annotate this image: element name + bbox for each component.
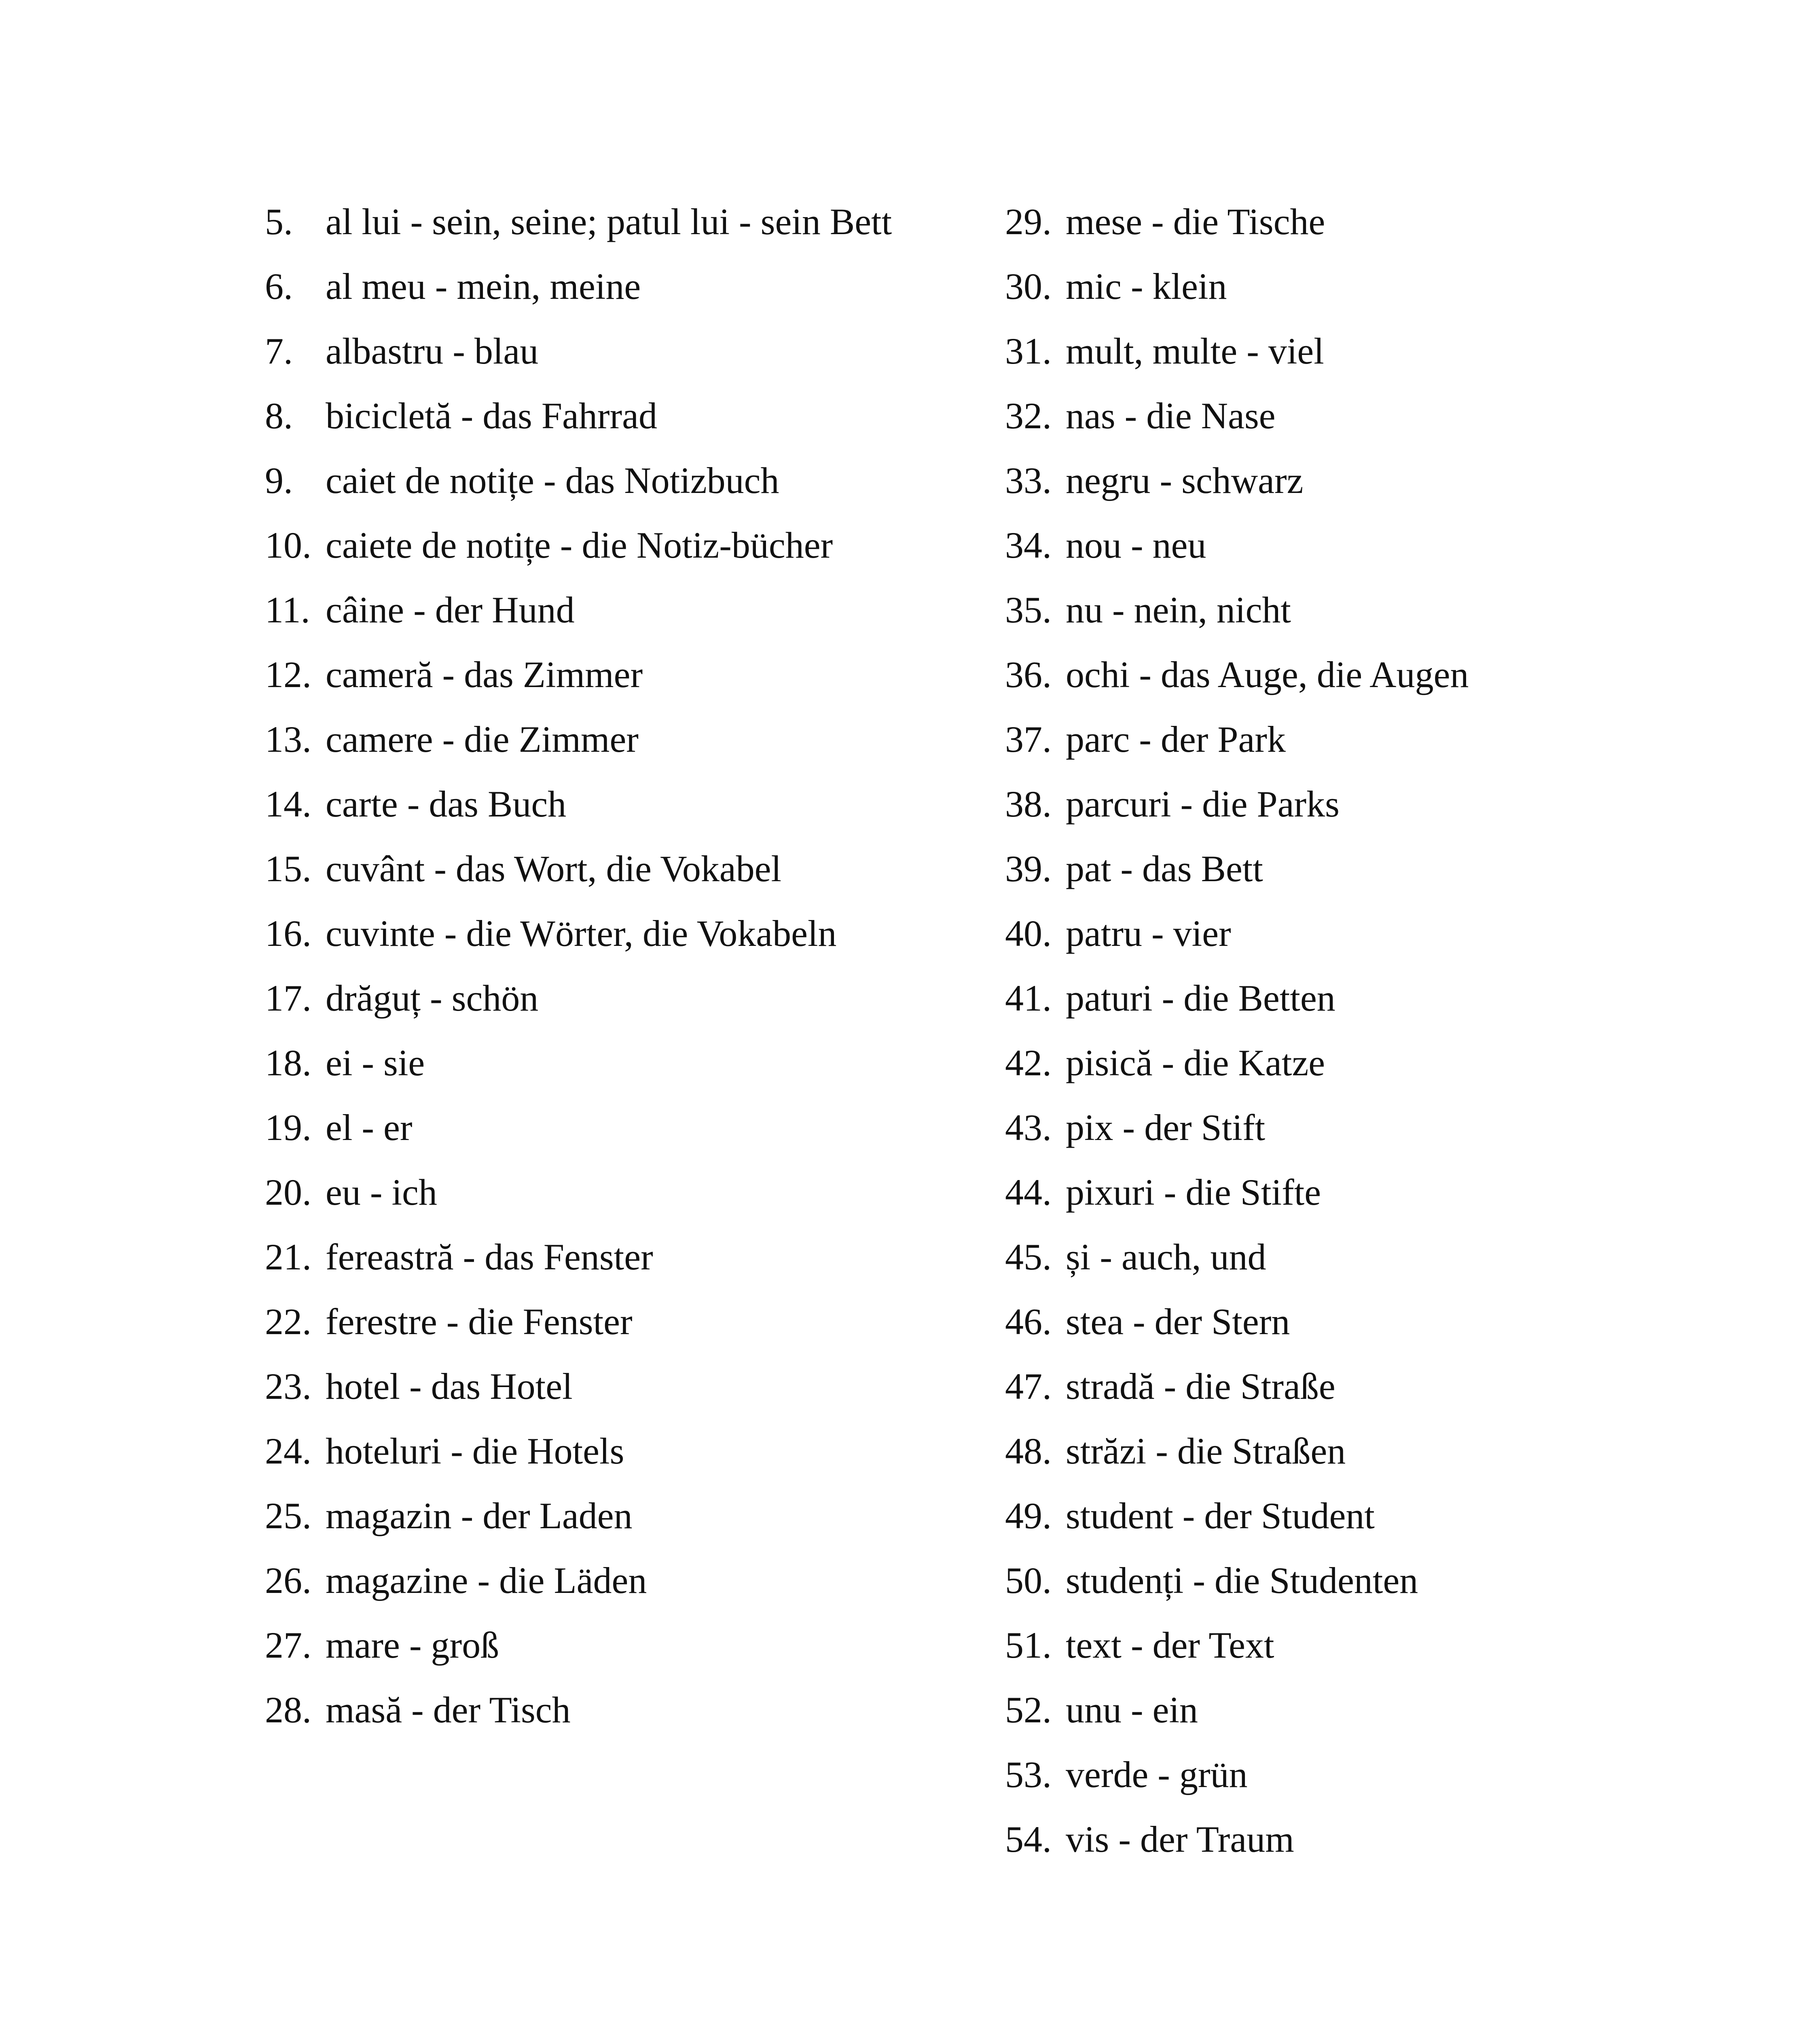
vocabulary-entry <box>265 1679 896 1741</box>
entry-translation: mare - groß <box>326 1624 499 1666</box>
entry-translation: camere - die Zimmer <box>326 719 639 760</box>
entry-number: 15. <box>265 848 311 889</box>
entry-number: 20. <box>265 1172 311 1213</box>
entry-translation: cameră - das Zimmer <box>326 654 643 695</box>
entry-number: 29. <box>1005 201 1052 242</box>
entry-number: 38. <box>1005 783 1052 825</box>
entry-number: 50. <box>1005 1560 1052 1601</box>
entry-translation: unu - ein <box>1066 1689 1198 1730</box>
entry-translation: ferestre - die Fenster <box>326 1301 633 1342</box>
entry-translation: nou - neu <box>1066 525 1206 566</box>
entry-number: 41. <box>1005 977 1052 1019</box>
entry-number: 22. <box>265 1301 311 1342</box>
entry-translation: pat - das Bett <box>1066 848 1263 889</box>
entry-translation: student - der Student <box>1066 1495 1375 1536</box>
vocabulary-entry <box>1005 579 1612 641</box>
entry-translation: magazin - der Laden <box>326 1495 633 1536</box>
vocabulary-entry <box>1005 320 1612 382</box>
vocabulary-entry <box>265 903 896 964</box>
entry-number: 23. <box>265 1366 311 1407</box>
entry-translation: bicicletă - das Fahrrad <box>326 395 657 436</box>
entry-number: 37. <box>1005 719 1052 760</box>
entry-translation: ei - sie <box>326 1042 425 1083</box>
entry-translation: pixuri - die Stifte <box>1066 1172 1321 1213</box>
vocabulary-entry <box>1005 1744 1612 1805</box>
vocabulary-entry <box>265 1097 896 1158</box>
vocabulary-entry <box>1005 1679 1612 1741</box>
vocabulary-entry <box>1005 256 1612 317</box>
entry-translation: pisică - die Katze <box>1066 1042 1325 1083</box>
entry-number: 34. <box>1005 525 1052 566</box>
entry-number: 42. <box>1005 1042 1052 1083</box>
entry-number: 24. <box>265 1430 311 1472</box>
entry-translation: vis - der Traum <box>1066 1819 1294 1860</box>
entry-translation: patru - vier <box>1066 913 1231 954</box>
entry-number: 30. <box>1005 266 1052 307</box>
vocabulary-entry <box>265 1161 896 1223</box>
vocabulary-entry <box>1005 1032 1612 1093</box>
entry-translation: străzi - die Straßen <box>1066 1430 1346 1472</box>
entry-number: 5. <box>265 201 293 242</box>
entry-translation: nas - die Nase <box>1066 395 1276 436</box>
vocabulary-entry <box>1005 1226 1612 1288</box>
vocabulary-entry <box>265 514 896 576</box>
entry-number: 18. <box>265 1042 311 1083</box>
vocabulary-entry <box>1005 1356 1612 1417</box>
entry-number: 7. <box>265 330 293 372</box>
entry-translation: pix - der Stift <box>1066 1107 1266 1148</box>
entry-number: 6. <box>265 266 293 307</box>
vocabulary-entry <box>265 1485 896 1546</box>
vocabulary-entry <box>265 1032 896 1093</box>
vocabulary-entry <box>1005 1097 1612 1158</box>
entry-translation: mic - klein <box>1066 266 1227 307</box>
vocabulary-entry <box>1005 1420 1612 1482</box>
vocabulary-entry <box>1005 1808 1612 1870</box>
vocabulary-entry <box>265 1356 896 1417</box>
vocabulary-entry <box>265 1550 896 1611</box>
vocabulary-entry <box>1005 838 1612 899</box>
vocabulary-entry <box>265 191 896 252</box>
entry-translation: parc - der Park <box>1066 719 1286 760</box>
entry-number: 14. <box>265 783 311 825</box>
entry-number: 21. <box>265 1236 311 1277</box>
entry-number: 25. <box>265 1495 311 1536</box>
vocabulary-entry <box>265 1226 896 1288</box>
entry-translation: ochi - das Auge, die Augen <box>1066 654 1469 695</box>
vocabulary-entry <box>1005 903 1612 964</box>
entry-translation: eu - ich <box>326 1172 437 1213</box>
entry-translation: masă - der Tisch <box>326 1689 571 1730</box>
entry-number: 17. <box>265 977 311 1019</box>
entry-translation: paturi - die Betten <box>1066 977 1335 1019</box>
vocabulary-entry <box>265 385 896 446</box>
vocabulary-entry <box>1005 1291 1612 1352</box>
vocabulary-entry <box>1005 1550 1612 1611</box>
entry-translation: caiet de notițe - das Notizbuch <box>326 460 779 501</box>
entry-translation: cuvânt - das Wort, die Vokabel <box>326 848 782 889</box>
entry-translation: drăguț - schön <box>326 977 539 1019</box>
entry-translation: fereastră - das Fenster <box>326 1236 653 1277</box>
vocabulary-entry <box>1005 1485 1612 1546</box>
entry-number: 10. <box>265 525 311 566</box>
entry-translation: studenți - die Studenten <box>1066 1560 1418 1601</box>
entry-number: 9. <box>265 460 293 501</box>
entry-number: 31. <box>1005 330 1052 372</box>
vocabulary-entry <box>265 320 896 382</box>
entry-translation: text - der Text <box>1066 1624 1274 1666</box>
entry-translation: stradă - die Straße <box>1066 1366 1335 1407</box>
entry-translation: mult, multe - viel <box>1066 330 1324 372</box>
vocabulary-entry <box>265 1420 896 1482</box>
vocabulary-list-left <box>265 191 896 1744</box>
entry-translation: și - auch, und <box>1066 1236 1266 1277</box>
entry-number: 16. <box>265 913 311 954</box>
vocabulary-entry <box>1005 450 1612 511</box>
vocabulary-entry <box>265 838 896 899</box>
entry-translation: al meu - mein, meine <box>326 266 641 307</box>
entry-translation: negru - schwarz <box>1066 460 1304 501</box>
vocabulary-entry <box>1005 191 1612 252</box>
entry-number: 12. <box>265 654 311 695</box>
vocabulary-entry <box>265 579 896 641</box>
entry-translation: al lui - sein, seine; patul lui - sein Bett <box>326 201 892 242</box>
entry-number: 13. <box>265 719 311 760</box>
vocabulary-entry <box>265 773 896 835</box>
entry-number: 54. <box>1005 1819 1052 1860</box>
entry-translation: cuvinte - die Wörter, die Vokabeln <box>326 913 837 954</box>
entry-translation: albastru - blau <box>326 330 539 372</box>
vocabulary-entry <box>1005 1161 1612 1223</box>
entry-number: 48. <box>1005 1430 1052 1472</box>
entry-translation: mese - die Tische <box>1066 201 1325 242</box>
entry-number: 39. <box>1005 848 1052 889</box>
entry-number: 46. <box>1005 1301 1052 1342</box>
entry-number: 44. <box>1005 1172 1052 1213</box>
vocabulary-entry <box>265 1614 896 1676</box>
entry-translation: parcuri - die Parks <box>1066 783 1340 825</box>
entry-translation: stea - der Stern <box>1066 1301 1290 1342</box>
entry-number: 19. <box>265 1107 311 1148</box>
vocabulary-entry <box>1005 709 1612 770</box>
vocabulary-entry <box>1005 773 1612 835</box>
entry-translation: carte - das Buch <box>326 783 567 825</box>
entry-number: 35. <box>1005 589 1052 630</box>
entry-number: 49. <box>1005 1495 1052 1536</box>
entry-number: 53. <box>1005 1754 1052 1795</box>
entry-number: 45. <box>1005 1236 1052 1277</box>
entry-number: 26. <box>265 1560 311 1601</box>
vocabulary-list-right <box>1005 191 1612 1873</box>
entry-translation: caiete de notițe - die Notiz-bücher <box>326 525 833 566</box>
entry-number: 51. <box>1005 1624 1052 1666</box>
vocabulary-entry <box>1005 967 1612 1029</box>
entry-translation: magazine - die Läden <box>326 1560 647 1601</box>
vocabulary-entry <box>265 450 896 511</box>
entry-translation: verde - grün <box>1066 1754 1248 1795</box>
vocabulary-entry <box>265 644 896 705</box>
vocabulary-entry <box>1005 514 1612 576</box>
vocabulary-entry <box>265 709 896 770</box>
entry-translation: nu - nein, nicht <box>1066 589 1291 630</box>
vocabulary-entry <box>265 256 896 317</box>
entry-number: 43. <box>1005 1107 1052 1148</box>
entry-number: 47. <box>1005 1366 1052 1407</box>
entry-number: 11. <box>265 589 310 630</box>
entry-translation: el - er <box>326 1107 413 1148</box>
entry-number: 40. <box>1005 913 1052 954</box>
vocabulary-entry <box>1005 385 1612 446</box>
entry-number: 32. <box>1005 395 1052 436</box>
entry-number: 27. <box>265 1624 311 1666</box>
entry-number: 33. <box>1005 460 1052 501</box>
vocabulary-entry <box>1005 1614 1612 1676</box>
entry-number: 28. <box>265 1689 311 1730</box>
entry-number: 8. <box>265 395 293 436</box>
entry-number: 52. <box>1005 1689 1052 1730</box>
vocabulary-entry <box>1005 644 1612 705</box>
vocabulary-entry <box>265 1291 896 1352</box>
entry-number: 36. <box>1005 654 1052 695</box>
entry-translation: hoteluri - die Hotels <box>326 1430 624 1472</box>
entry-translation: hotel - das Hotel <box>326 1366 573 1407</box>
vocabulary-entry <box>265 967 896 1029</box>
entry-translation: câine - der Hund <box>326 589 575 630</box>
